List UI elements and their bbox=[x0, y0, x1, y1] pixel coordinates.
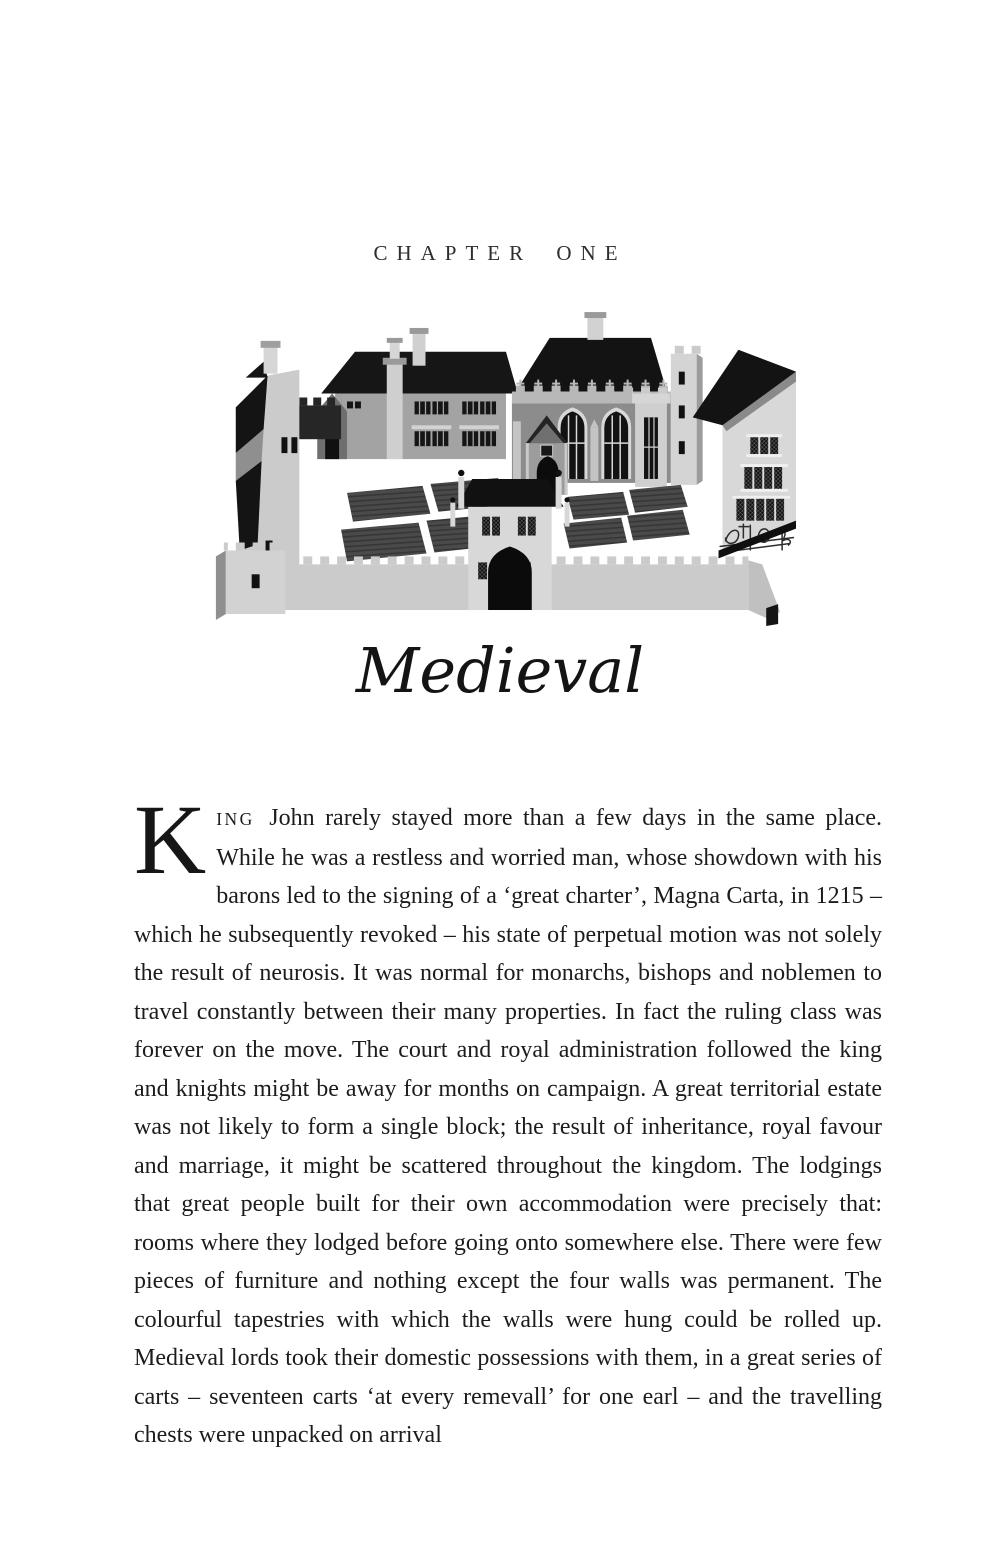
great-hall bbox=[512, 312, 671, 495]
gothic-window bbox=[601, 407, 631, 479]
left-tower bbox=[236, 341, 300, 566]
dropcap: K bbox=[134, 784, 207, 895]
upper-curtain-wall bbox=[297, 397, 341, 439]
east-building bbox=[693, 350, 796, 559]
manor-illustration-svg bbox=[202, 312, 798, 628]
paragraph-text: John rarely stayed more than a few days in the same place. While he was a restless and worried man, whose showdown with his barons led to the signing of a ‘great charter’, Magna Carta, in 1215 – which he subsequently revoked – his state of perpetual motion was not solely the result of neurosis. It was normal for monarchs, bishops and noblemen to travel constantly between their many properties. In fact the ruling class was forever on the move. The court and royal administration followed the king and knights might be away for months on campaign. A great territorial estate was not likely to form a single block; the result of inheritance, royal favour and marriage, it might be scattered throughout the kingdom. The lodgings that great people built for their own accommodation were precisely that: rooms where they lodged before going onto somewhere else. There were few pieces of furniture and nothing except the four walls was permanent. The colourful tapestries with which the walls were hung could be rolled up. Medieval lords took their domestic possessions with them, in a great series of carts – seventeen carts ‘at every remevall’ for one earl – and the travelling chests were unpacked on arrival bbox=[134, 805, 882, 1448]
oriel-bay bbox=[632, 388, 670, 487]
chapter-label: CHAPTER ONE bbox=[373, 241, 627, 265]
manor-illustration bbox=[202, 312, 798, 628]
chapter-title: Medieval bbox=[355, 634, 645, 707]
lead-smallcaps: ING bbox=[216, 809, 255, 829]
body-paragraph bbox=[134, 784, 882, 1455]
west-range bbox=[317, 328, 518, 459]
